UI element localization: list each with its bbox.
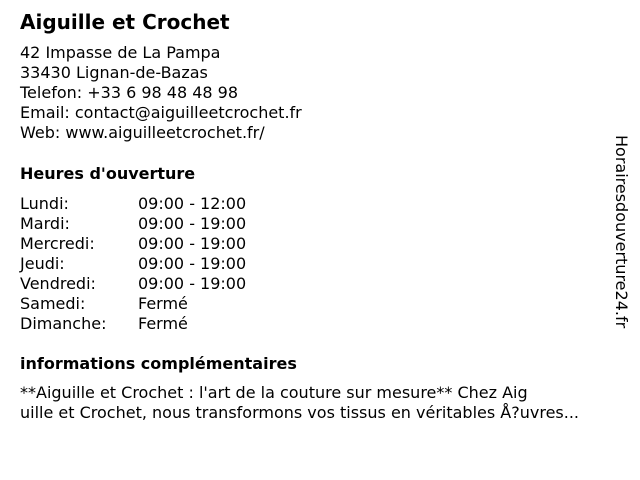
hours-time-value: 09:00 - 19:00 [138,214,247,233]
hours-row-monday [20,194,246,214]
hours-time-value: Fermé [138,294,188,313]
hours-row-friday [20,274,246,294]
address-line-1: 42 Impasse de La Pampa [20,43,221,62]
hours-day-label: Lundi: [20,194,69,213]
address-line-2: 33430 Lignan-de-Bazas [20,63,208,82]
hours-day-label: Dimanche: [20,314,107,333]
opening-hours-table [20,194,246,334]
hours-day-label: Vendredi: [20,274,96,293]
business-description [20,383,632,423]
hours-day-label: Mardi: [20,214,70,233]
hours-day-label: Jeudi: [20,254,65,273]
hours-row-sunday [20,314,246,334]
hours-time-value: 09:00 - 19:00 [138,274,247,293]
hours-time-value: 09:00 - 19:00 [138,254,247,273]
website-url: Web: www.aiguilleetcrochet.fr/ [20,123,265,142]
contact-block [20,43,302,143]
description-line-2: uille et Crochet, nous transformons vos tissus en véritables Å?uvres... [20,403,579,422]
hours-day-label: Samedi: [20,294,86,313]
hours-row-saturday [20,294,246,314]
opening-hours-heading: Heures d'ouverture [20,164,196,183]
hours-time-value: 09:00 - 12:00 [138,194,247,213]
description-line-1: **Aiguille et Crochet : l'art de la couture sur mesure** Chez Aig [20,383,528,402]
hours-time-value: 09:00 - 19:00 [138,234,247,253]
site-watermark: Horairesdouverture24.fr [612,135,631,329]
email-address: Email: contact@aiguilleetcrochet.fr [20,103,302,122]
hours-row-thursday [20,254,246,274]
business-name: Aiguille et Crochet [20,10,230,34]
hours-row-wednesday [20,234,246,254]
hours-time-value: Fermé [138,314,188,333]
additional-info-heading: informations complémentaires [20,354,297,373]
hours-row-tuesday [20,214,246,234]
hours-day-label: Mercredi: [20,234,95,253]
phone-number: Telefon: +33 6 98 48 48 98 [20,83,239,102]
